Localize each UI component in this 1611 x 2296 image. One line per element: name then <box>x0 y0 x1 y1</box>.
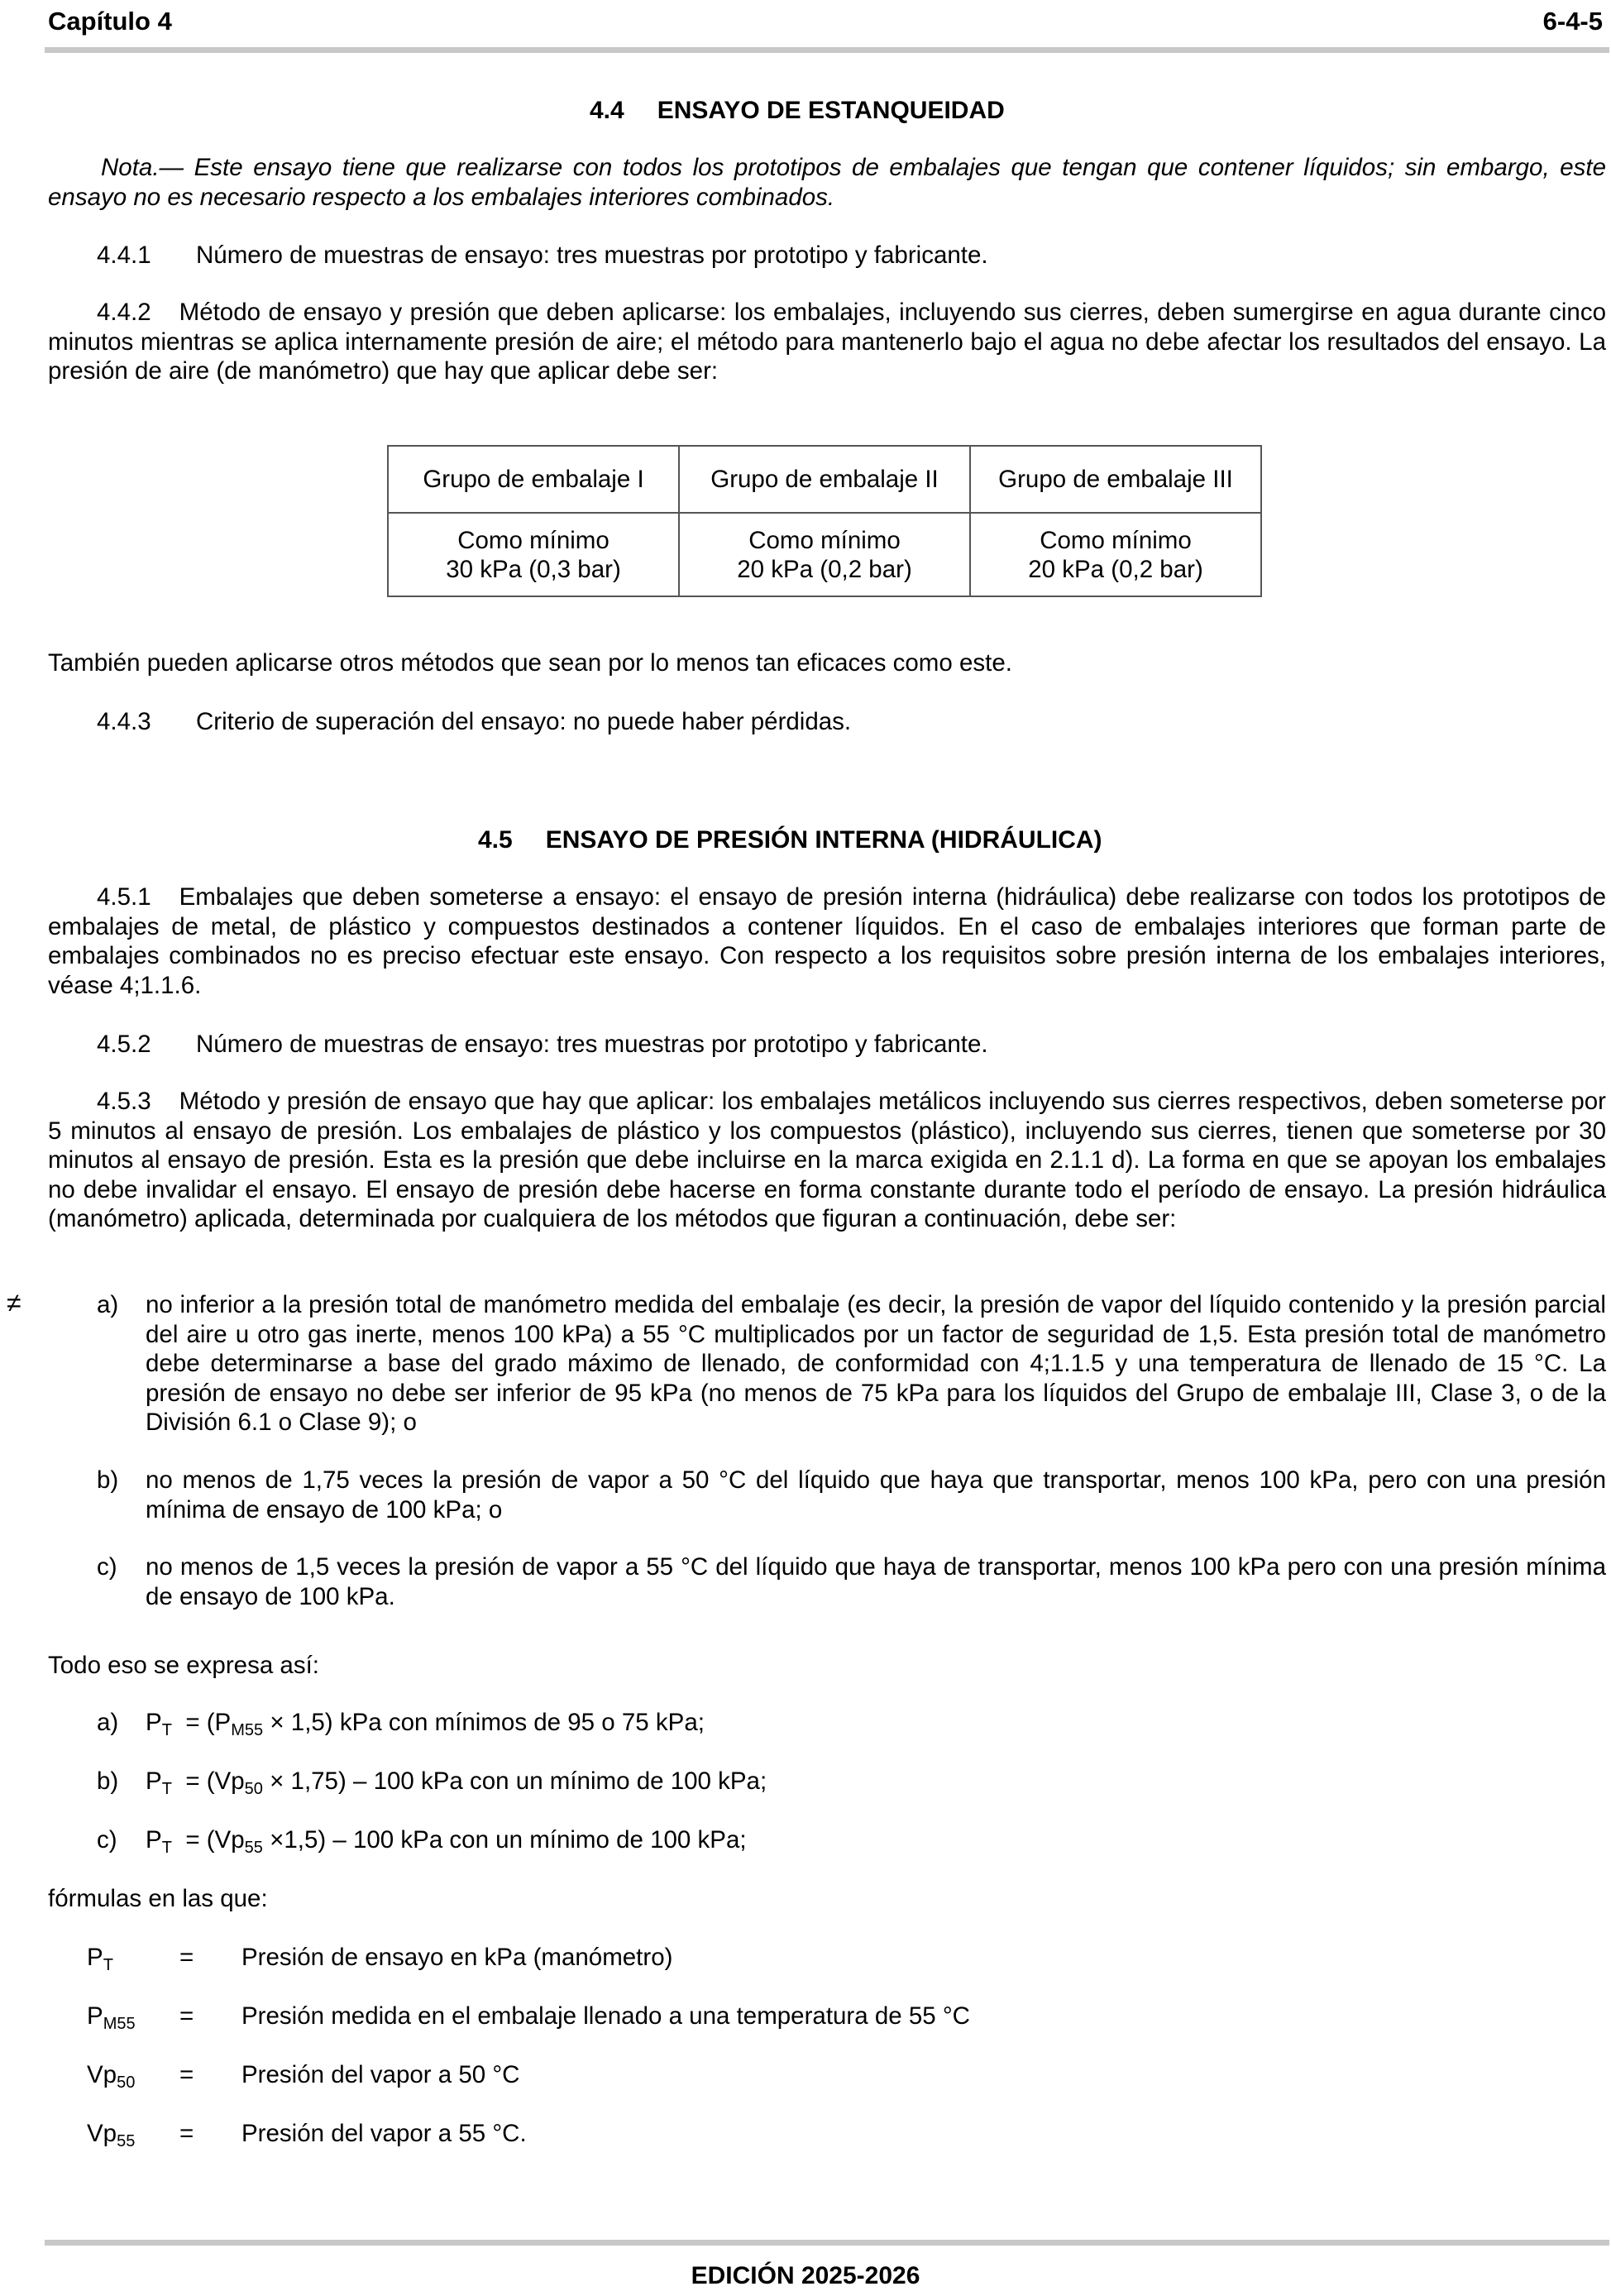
formula-symbol: P <box>146 1826 162 1854</box>
list-item-label: b) <box>97 1466 119 1494</box>
definition-row <box>87 1943 672 1981</box>
definition-row <box>87 2002 970 2040</box>
cell-line: Como mínimo <box>748 526 901 554</box>
paragraph-number: 4.4.1 <box>97 242 151 269</box>
definition-equals: = <box>179 2061 194 2088</box>
definition-equals: = <box>179 2120 194 2147</box>
table-cell <box>679 513 970 596</box>
definition-symbol <box>87 2119 179 2157</box>
paragraph-text: Criterio de superación del ensayo: no puede haber pérdidas. <box>196 708 852 735</box>
list-item-text: no menos de 1,5 veces la presión de vapor a 55 °C del líquido que haya de transportar, menos 100 kPa pero con una presión mínima de ensayo de 100 kPa. <box>146 1553 1606 1610</box>
table-cell <box>970 513 1261 596</box>
list-item <box>97 1290 1606 1437</box>
table-header-cell: Grupo de embalaje I <box>388 446 679 513</box>
paragraph-number: 4.5.2 <box>97 1031 151 1058</box>
formula-pre: = (Vp <box>185 1826 245 1854</box>
cell-line: 20 kPa (0,2 bar) <box>737 555 912 583</box>
paragraph-4-4-1 <box>97 241 988 270</box>
paragraph-text: Método y presión de ensayo que hay que aplicar: los embalajes metálicos incluyendo sus cierres respectivos, deben someterse por 5 minutos al ensayo de presión. Los embalajes de plástico y los compuestos (plástico), incluyendo sus cierres, tienen que someterse por 30 minutos al ensayo de presión. Esta es la presión que debe incluirse en la marca exigida en 2.1.1 d). La forma en que se apoyan los embalajes no debe invalidar el ensayo. El ensayo de presión debe hacerse en forma constante durante todo el período de ensayo. La presión hidráulica (manómetro) aplicada, determinada por cualquiera de los métodos que figuran a continuación, debe ser: <box>48 1088 1606 1232</box>
definition-symbol <box>87 2060 179 2098</box>
section-number: 4.5 <box>478 826 513 854</box>
formula-symbol-sub: T <box>161 1721 172 1739</box>
paragraph-4-5-2 <box>97 1030 988 1060</box>
list-item-text: no inferior a la presión total de manómetro medida del embalaje (es decir, la presión de vapor del líquido contenido y la presión parcial del aire u otro gas inerte, menos 100 kPa) a 55 °C multiplicados por un factor de seguridad de 1,5. Esta presión total de manómetro debe determinarse a base del grado máximo de llenado, de conformidad con 4;1.1.5 y una temperatura de llenado de 15 °C. La presión de ensayo no debe ser inferior de 95 kPa (no menos de 75 kPa para los líquidos del Grupo de embalaje III, Clase 3, o de la División 6.1 o Clase 9); o <box>146 1291 1606 1436</box>
paragraph-text: Número de muestras de ensayo: tres muestras por prototipo y fabricante. <box>196 242 988 269</box>
formula-post: 1,5) – 100 kPa con un mínimo de 100 kPa; <box>284 1826 747 1854</box>
definition-text: Presión medida en el embalaje llenado a una temperatura de 55 °C <box>241 2002 970 2030</box>
section-title: ENSAYO DE PRESIÓN INTERNA (HIDRÁULICA) <box>545 826 1102 854</box>
formula-symbol-sub: T <box>161 1839 172 1857</box>
symbol-sub: T <box>103 1956 113 1974</box>
change-mark-icon: ≠ <box>7 1288 22 1318</box>
table-row <box>388 513 1261 596</box>
paragraph-4-5-1 <box>48 883 1606 1000</box>
section-title: ENSAYO DE ESTANQUEIDAD <box>657 97 1005 124</box>
cell-line: Como mínimo <box>1040 526 1192 554</box>
definition-equals: = <box>179 2002 194 2030</box>
formula-pre: = (Vp <box>185 1767 245 1795</box>
paragraph-number: 4.5.3 <box>97 1088 151 1115</box>
definitions-intro: fórmulas en las que: <box>48 1885 268 1912</box>
section-number: 4.4 <box>590 97 624 124</box>
chapter-label: Capítulo 4 <box>48 7 172 36</box>
paragraph-number: 4.4.3 <box>97 708 151 735</box>
list-item <box>97 1466 1606 1524</box>
formula-label: b) <box>97 1767 119 1795</box>
table-header-cell: Grupo de embalaje III <box>970 446 1261 513</box>
formula-symbol: P <box>146 1767 162 1795</box>
formula-symbol: P <box>146 1709 162 1736</box>
formula-post: 1,75) – 100 kPa con un mínimo de 100 kPa; <box>284 1767 767 1795</box>
definition-text: Presión del vapor a 55 °C. <box>241 2120 527 2147</box>
definition-symbol <box>87 2002 179 2040</box>
symbol-text: P <box>87 2002 103 2030</box>
table-header-row <box>388 446 1261 513</box>
paragraph-4-4-3 <box>97 707 851 737</box>
times-icon: × <box>270 1767 284 1795</box>
symbol-sub: M55 <box>103 2015 136 2033</box>
definition-symbol <box>87 1943 179 1981</box>
header-rule <box>45 47 1609 53</box>
edition-label: EDICIÓN 2025-2026 <box>691 2262 920 2289</box>
paragraph-text: Número de muestras de ensayo: tres muestras por prototipo y fabricante. <box>196 1031 988 1058</box>
after-table-text: También pueden aplicarse otros métodos que sean por lo menos tan eficaces como este. <box>48 649 1012 677</box>
formula-line <box>97 1825 747 1863</box>
formula-label: c) <box>97 1826 117 1854</box>
formula-line <box>97 1708 705 1746</box>
page-reference: 6-4-5 <box>1542 7 1603 36</box>
formula-var-sub: 50 <box>244 1780 263 1798</box>
paragraph-number: 4.4.2 <box>97 299 151 326</box>
table-cell <box>388 513 679 596</box>
definition-equals: = <box>179 1944 194 1971</box>
formula-var-sub: M55 <box>231 1721 264 1739</box>
cell-line: 30 kPa (0,3 bar) <box>446 555 621 583</box>
section-4-4-heading <box>590 96 1005 126</box>
symbol-sub: 50 <box>117 2074 136 2092</box>
times-icon: × <box>270 1709 284 1736</box>
symbol-text: Vp <box>87 2061 117 2088</box>
definition-row <box>87 2119 527 2157</box>
footer-rule <box>45 2240 1609 2246</box>
times-icon: × <box>270 1826 284 1854</box>
list-item-text: no menos de 1,75 veces la presión de vapor a 50 °C del líquido que haya que transportar, menos 100 kPa, pero con una presión mínima de ensayo de 100 kPa; o <box>146 1466 1606 1523</box>
formula-var-sub: 55 <box>244 1839 263 1857</box>
expression-intro: Todo eso se expresa así: <box>48 1652 319 1679</box>
paragraph-number: 4.5.1 <box>97 883 151 911</box>
definition-text: Presión de ensayo en kPa (manómetro) <box>241 1944 673 1971</box>
list-item-label: c) <box>97 1553 117 1581</box>
symbol-text: Vp <box>87 2120 117 2147</box>
formula-post: 1,5) kPa con mínimos de 95 o 75 kPa; <box>284 1709 705 1736</box>
definition-row <box>87 2060 519 2098</box>
definition-text: Presión del vapor a 50 °C <box>241 2061 520 2088</box>
list-item <box>97 1552 1606 1611</box>
section-4-5-heading <box>478 825 1102 855</box>
formula-symbol-sub: T <box>161 1780 172 1798</box>
cell-line: Como mínimo <box>457 526 610 554</box>
paragraph-text: Método de ensayo y presión que deben aplicarse: los embalajes, incluyendo sus cierres, deben sumergirse en agua durante cinco minutos mientras se aplica internamente presión de aire; el método para mantenerlo bajo el agua no debe afectar los resultados del ensayo. La presión de aire (de manómetro) que hay que aplicar debe ser: <box>48 299 1606 385</box>
note-paragraph: Nota.— Este ensayo tiene que realizarse con todos los prototipos de embalajes que tengan que contener líquidos; sin embargo, este ensayo no es necesario respecto a los embalajes interiores combinados. <box>48 154 1606 211</box>
paragraph-4-4-2 <box>48 298 1606 386</box>
formula-label: a) <box>97 1709 119 1736</box>
cell-line: 20 kPa (0,2 bar) <box>1028 555 1203 583</box>
table-header-cell: Grupo de embalaje II <box>679 446 970 513</box>
formula-pre: = (P <box>185 1709 232 1736</box>
symbol-text: P <box>87 1944 103 1971</box>
list-item-label: a) <box>97 1291 119 1318</box>
paragraph-4-5-3 <box>48 1087 1606 1234</box>
formula-line <box>97 1767 767 1805</box>
pressure-table <box>387 445 1262 597</box>
symbol-sub: 55 <box>117 2132 136 2150</box>
paragraph-text: Embalajes que deben someterse a ensayo: el ensayo de presión interna (hidráulica) debe realizarse con todos los prototipos de embalajes de metal, de plástico y compuestos destinados a contener líquidos. En el caso de embalajes interiores que forman parte de embalajes combinados no es preciso efectuar este ensayo. Con respecto a los requisitos sobre presión interna de los embalajes interiores, véase 4;1.1.6. <box>48 883 1606 999</box>
